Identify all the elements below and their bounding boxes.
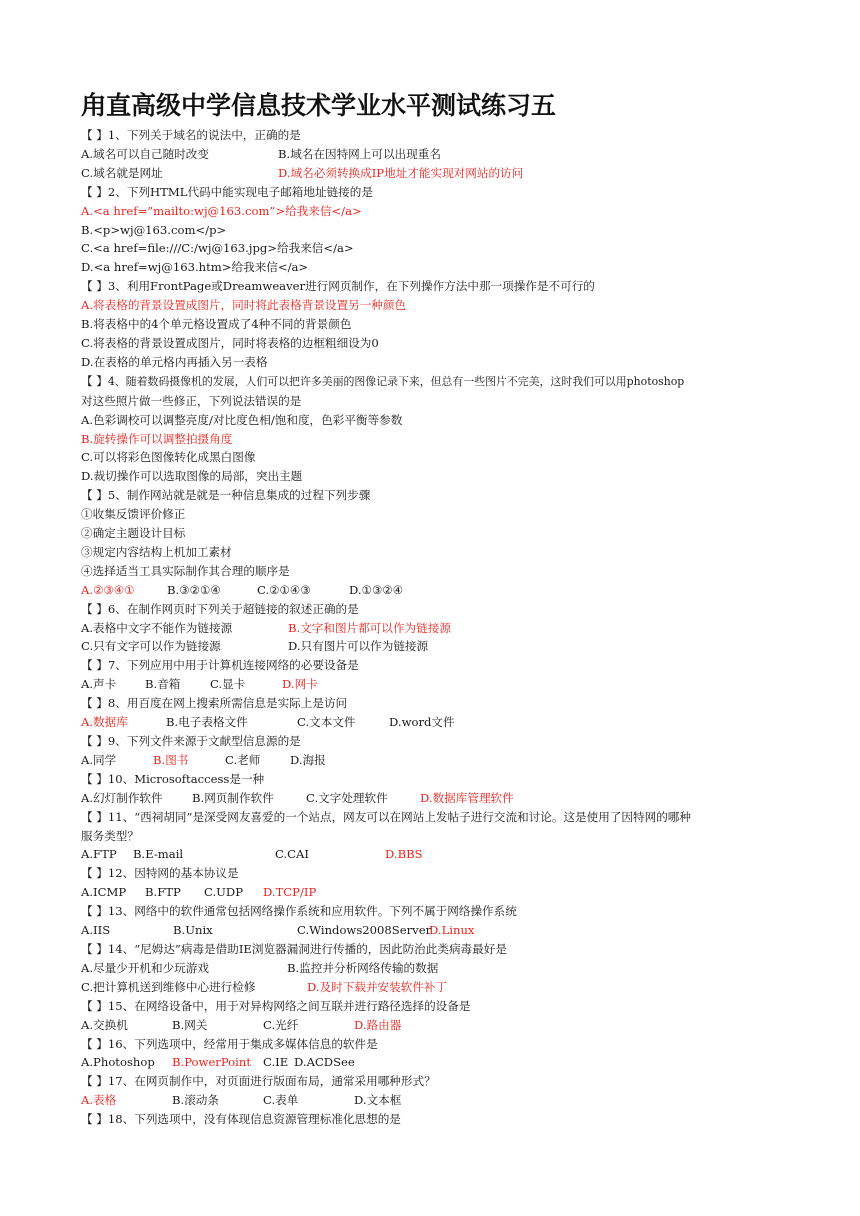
q5-options [81, 581, 786, 600]
q5-option-a: A.②③④① [81, 582, 135, 597]
q1-option-d: D.域名必须转换成IP地址才能实现对网站的访问 [278, 165, 524, 180]
q16-option-a: A.Photoshop [81, 1055, 155, 1070]
q5-step-1: ①收集反馈评价修正 [81, 507, 186, 522]
q16-options [81, 1053, 786, 1072]
q11-option-a: A.FTP [81, 847, 117, 862]
q14-option-a: A.尽量少开机和少玩游戏 [81, 960, 209, 975]
q6-option-a: A.表格中文字不能作为链接源 [81, 620, 233, 635]
question-15: 【 】15、在网络设备中，用于对异构网络之间互联并进行路径选择的设备是 [81, 998, 471, 1013]
q10-option-a: A.幻灯制作软件 [81, 790, 163, 805]
q10-option-d: D.数据库管理软件 [420, 790, 514, 805]
exam-page [81, 86, 786, 1129]
q2-option-c: C.<a href=file:///C:/wj@163.jpg>给我来信</a> [81, 241, 354, 256]
q14-options-row1 [81, 959, 786, 978]
q12-option-a: A.ICMP [81, 885, 127, 900]
q17-option-d: D.文本框 [354, 1093, 402, 1108]
q6-options-row2 [81, 637, 786, 656]
q12-option-b: B.FTP [145, 885, 181, 900]
question-16: 【 】16、下列选项中，经常用于集成多媒体信息的软件是 [81, 1036, 378, 1051]
q16-option-b: B.PowerPoint [172, 1055, 251, 1070]
q7-option-c: C.显卡 [210, 677, 246, 692]
q17-options [81, 1091, 786, 1110]
q6-option-b: B.文字和图片都可以作为链接源 [288, 620, 451, 635]
q1-option-c: C.域名就是网址 [81, 165, 163, 180]
question-14: 【 】14、“尼姆达”病毒是借助IE浏览器漏洞进行传播的，因此防治此类病毒最好是 [81, 941, 507, 956]
q6-option-d: D.只有图片可以作为链接源 [288, 639, 429, 654]
q1-options-row2 [81, 164, 786, 183]
question-2: 【 】2、下列HTML代码中能实现电子邮箱地址链接的是 [81, 184, 373, 199]
q9-option-d: D.海报 [290, 752, 326, 767]
q15-option-a: A.交换机 [81, 1017, 128, 1032]
q3-option-a: A.将表格的背景设置成图片，同时将此表格背景设置另一种颜色 [81, 298, 407, 313]
q5-step-2: ②确定主题设计目标 [81, 526, 186, 541]
q4-option-b: B.旋转操作可以调整拍摄角度 [81, 431, 233, 446]
q16-option-d: D.ACDSee [294, 1055, 355, 1070]
q15-option-c: C.光纤 [263, 1017, 299, 1032]
q2-option-b: B.<p>wj@163.com</p> [81, 222, 227, 237]
q10-options [81, 789, 786, 808]
q13-option-c: C.Windows2008Server [297, 923, 432, 938]
q3-option-b: B.将表格中的4个单元格设置成了4种不同的背景颜色 [81, 317, 352, 332]
q4-option-a: A.色彩调校可以调整亮度/对比度色相/饱和度，色彩平衡等参数 [81, 412, 403, 427]
q14-option-c: C.把计算机送到维修中心进行检修 [81, 979, 256, 994]
q4-option-d: D.裁切操作可以选取图像的局部，突出主题 [81, 469, 303, 484]
q17-option-c: C.表单 [263, 1093, 299, 1108]
q8-options [81, 713, 786, 732]
q9-option-c: C.老师 [225, 752, 261, 767]
page-title: 甪直高级中学信息技术学业水平测试练习五 [81, 91, 557, 120]
question-17: 【 】17、在网页制作中，对页面进行版面布局，通常采用哪种形式？ [81, 1074, 436, 1089]
q6-option-c: C.只有文字可以作为链接源 [81, 639, 221, 654]
q7-options [81, 675, 786, 694]
q14-option-b: B.监控并分析网络传输的数据 [287, 960, 439, 975]
question-11-cont: 服务类型？ [81, 828, 139, 843]
q5-option-c: C.②①④③ [257, 582, 311, 597]
q6-options-row1 [81, 619, 786, 638]
question-11: 【 】11、“西祠胡同”是深受网友喜爱的一个站点，网友可以在网站上发帖子进行交流和讨论。这是使用了因特网的哪种 [81, 809, 691, 824]
question-7: 【 】7、下列应用中用于计算机连接网络的必要设备是 [81, 658, 359, 673]
q12-option-c: C.UDP [204, 885, 244, 900]
q13-option-b: B.Unix [173, 923, 213, 938]
q5-step-4: ④选择适当工具实际制作其合理的顺序是 [81, 563, 290, 578]
q1-option-a: A.域名可以自己随时改变 [81, 146, 209, 161]
q2-option-d: D.<a href=wj@163.htm>给我来信</a> [81, 260, 309, 275]
q7-option-b: B.音箱 [145, 677, 181, 692]
q17-option-a: A.表格 [81, 1093, 117, 1108]
q13-option-d: D.Linux [429, 923, 475, 938]
question-8: 【 】8、用百度在网上搜索所需信息是实际上是访问 [81, 696, 348, 711]
q13-option-a: A.IIS [81, 923, 111, 938]
q8-option-c: C.文本文件 [297, 715, 356, 730]
q9-options [81, 751, 786, 770]
answer-bracket: 【 】 [81, 128, 108, 142]
q11-option-b: B.E-mail [133, 847, 184, 862]
q15-option-d: D.路由器 [354, 1017, 402, 1032]
q3-option-d: D.在表格的单元格内再插入另一表格 [81, 354, 268, 369]
question-6: 【 】6、在制作网页时下列关于超链接的叙述正确的是 [81, 601, 359, 616]
q7-option-a: A.声卡 [81, 677, 117, 692]
q8-option-b: B.电子表格文件 [166, 715, 248, 730]
q2-option-a: A.<a href=”mailto:wj@163.com”>给我来信</a> [81, 203, 362, 218]
question-9: 【 】9、下列文件来源于文献型信息源的是 [81, 734, 301, 748]
q12-option-d: D.TCP/IP [263, 885, 317, 900]
q3-option-c: C.将表格的背景设置成图片，同时将表格的边框粗细设为0 [81, 335, 379, 350]
question-13: 【 】13、网络中的软件通常包括网络操作系统和应用软件。下列不属于网络操作系统 [81, 904, 517, 919]
q4-option-c: C.可以将彩色图像转化成黑白图像 [81, 450, 256, 465]
q7-option-d: D.网卡 [282, 677, 318, 692]
q11-option-d: D.BBS [385, 847, 423, 862]
question-4: 【 】4、随着数码摄像机的发展，人们可以把许多美丽的图像记录下来，但总有一些图片不完美，这时我们可以用photoshop [81, 373, 685, 388]
q14-option-d: D.及时下载并安装软件补丁 [307, 979, 448, 994]
q8-option-d: D.word文件 [389, 715, 455, 730]
q15-option-b: B.网关 [172, 1017, 208, 1032]
q11-options [81, 845, 786, 864]
q1-option-b: B.域名在因特网上可以出现重名 [278, 146, 441, 161]
q10-option-c: C.文字处理软件 [306, 790, 388, 805]
q15-options [81, 1016, 786, 1035]
q5-option-b: B.③②①④ [167, 582, 221, 597]
q13-options [81, 921, 786, 940]
q5-step-3: ③规定内容结构上机加工素材 [81, 544, 232, 559]
q12-options [81, 883, 786, 902]
question-10: 【 】10、Microsoftaccess是一种 [81, 771, 265, 786]
question-1: 【 】1、下列关于域名的说法中，正确的是 [81, 128, 301, 142]
q17-option-b: B.滚动条 [172, 1093, 219, 1108]
question-12: 【 】12、因特网的基本协议是 [81, 866, 239, 881]
q10-option-b: B.网页制作软件 [192, 790, 274, 805]
q5-option-d: D.①③②④ [349, 582, 404, 597]
question-4-cont: 对这些照片做一些修正，下列说法错误的是 [81, 393, 302, 408]
question-3: 【 】3、利用FrontPage或Dreamweaver进行网页制作，在下列操作方法中那一项操作是不可行的 [81, 279, 595, 294]
q9-option-a: A.同学 [81, 752, 117, 767]
question-18: 【 】18、下列选项中，没有体现信息资源管理标准化思想的是 [81, 1112, 401, 1127]
question-5: 【 】5、制作网站就是就是一种信息集成的过程下列步骤 [81, 488, 371, 503]
q14-options-row2 [81, 978, 786, 997]
q9-option-b: B.图书 [153, 752, 189, 767]
q16-option-c: C.IE [263, 1055, 289, 1070]
q1-options-row1 [81, 145, 786, 164]
q8-option-a: A.数据库 [81, 715, 128, 730]
q11-option-c: C.CAI [275, 847, 309, 862]
